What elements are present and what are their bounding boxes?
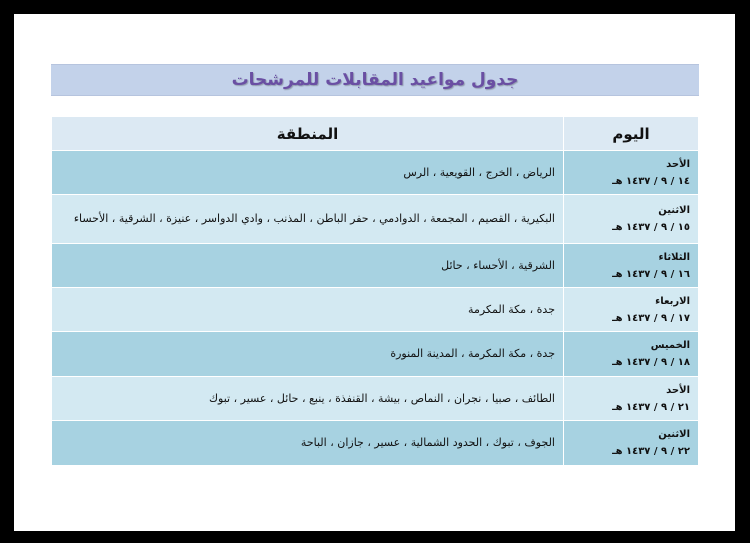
- day-name: الاثنين: [658, 429, 690, 440]
- region-cell: جدة ، مكة المكرمة: [52, 288, 564, 332]
- region-cell: الجوف ، تبوك ، الحدود الشمالية ، عسير ، جازان ، الباحة: [52, 421, 564, 466]
- region-cell: الشرقية ، الأحساء ، حائل: [52, 244, 564, 288]
- day-date: ٢٢ / ٩ / ١٤٣٧ هـ: [612, 446, 690, 457]
- table-row: [52, 377, 699, 421]
- day-cell: [564, 332, 699, 377]
- day-date: ١٧ / ٩ / ١٤٣٧ هـ: [612, 312, 690, 324]
- day-name: الخميس: [650, 340, 690, 351]
- schedule-table: [51, 116, 699, 466]
- table-header-row: [52, 117, 699, 151]
- day-date: ١٥ / ٩ / ١٤٣٧ هـ: [612, 222, 690, 233]
- region-cell: الرياض ، الخرج ، القويعية ، الرس: [52, 151, 564, 195]
- table-row: [52, 332, 699, 377]
- day-cell: [564, 288, 699, 332]
- region-column-header: المنطقة: [52, 117, 564, 151]
- day-date: ١٦ / ٩ / ١٤٣٧ هـ: [612, 268, 690, 280]
- table-row: [52, 244, 699, 288]
- day-name: الأحد: [666, 158, 690, 170]
- day-column-header: اليوم: [564, 117, 699, 151]
- region-cell: جدة ، مكة المكرمة ، المدينة المنورة: [52, 332, 564, 377]
- day-name: الأحد: [666, 384, 690, 396]
- table-row: [52, 288, 699, 332]
- day-cell: [564, 195, 699, 244]
- title-banner: [51, 64, 699, 96]
- table-row: [52, 421, 699, 466]
- day-cell: [564, 421, 699, 466]
- day-date: ١٤ / ٩ / ١٤٣٧ هـ: [612, 175, 690, 187]
- day-name: الاثنين: [658, 205, 690, 216]
- day-cell: [564, 377, 699, 421]
- table-row: [52, 151, 699, 195]
- region-cell: البكيرية ، القصيم ، المجمعة ، الدوادمي ، حفر الباطن ، المذنب ، وادي الدواسر ، عنيزة ، الشرقية ، الأحساء: [52, 195, 564, 244]
- region-cell: الطائف ، صبيا ، نجران ، النماص ، بيشة ، القنفذة ، ينبع ، حائل ، عسير ، تبوك: [52, 377, 564, 421]
- document-page: [14, 14, 735, 531]
- day-name: الاربعاء: [655, 295, 690, 307]
- page-title: جدول مواعيد المقابلات للمرشحات: [231, 70, 519, 90]
- day-name: الثلاثاء: [658, 251, 690, 263]
- day-date: ٢١ / ٩ / ١٤٣٧ هـ: [612, 401, 690, 413]
- table-row: [52, 195, 699, 244]
- day-cell: [564, 244, 699, 288]
- day-cell: [564, 151, 699, 195]
- day-date: ١٨ / ٩ / ١٤٣٧ هـ: [612, 357, 690, 368]
